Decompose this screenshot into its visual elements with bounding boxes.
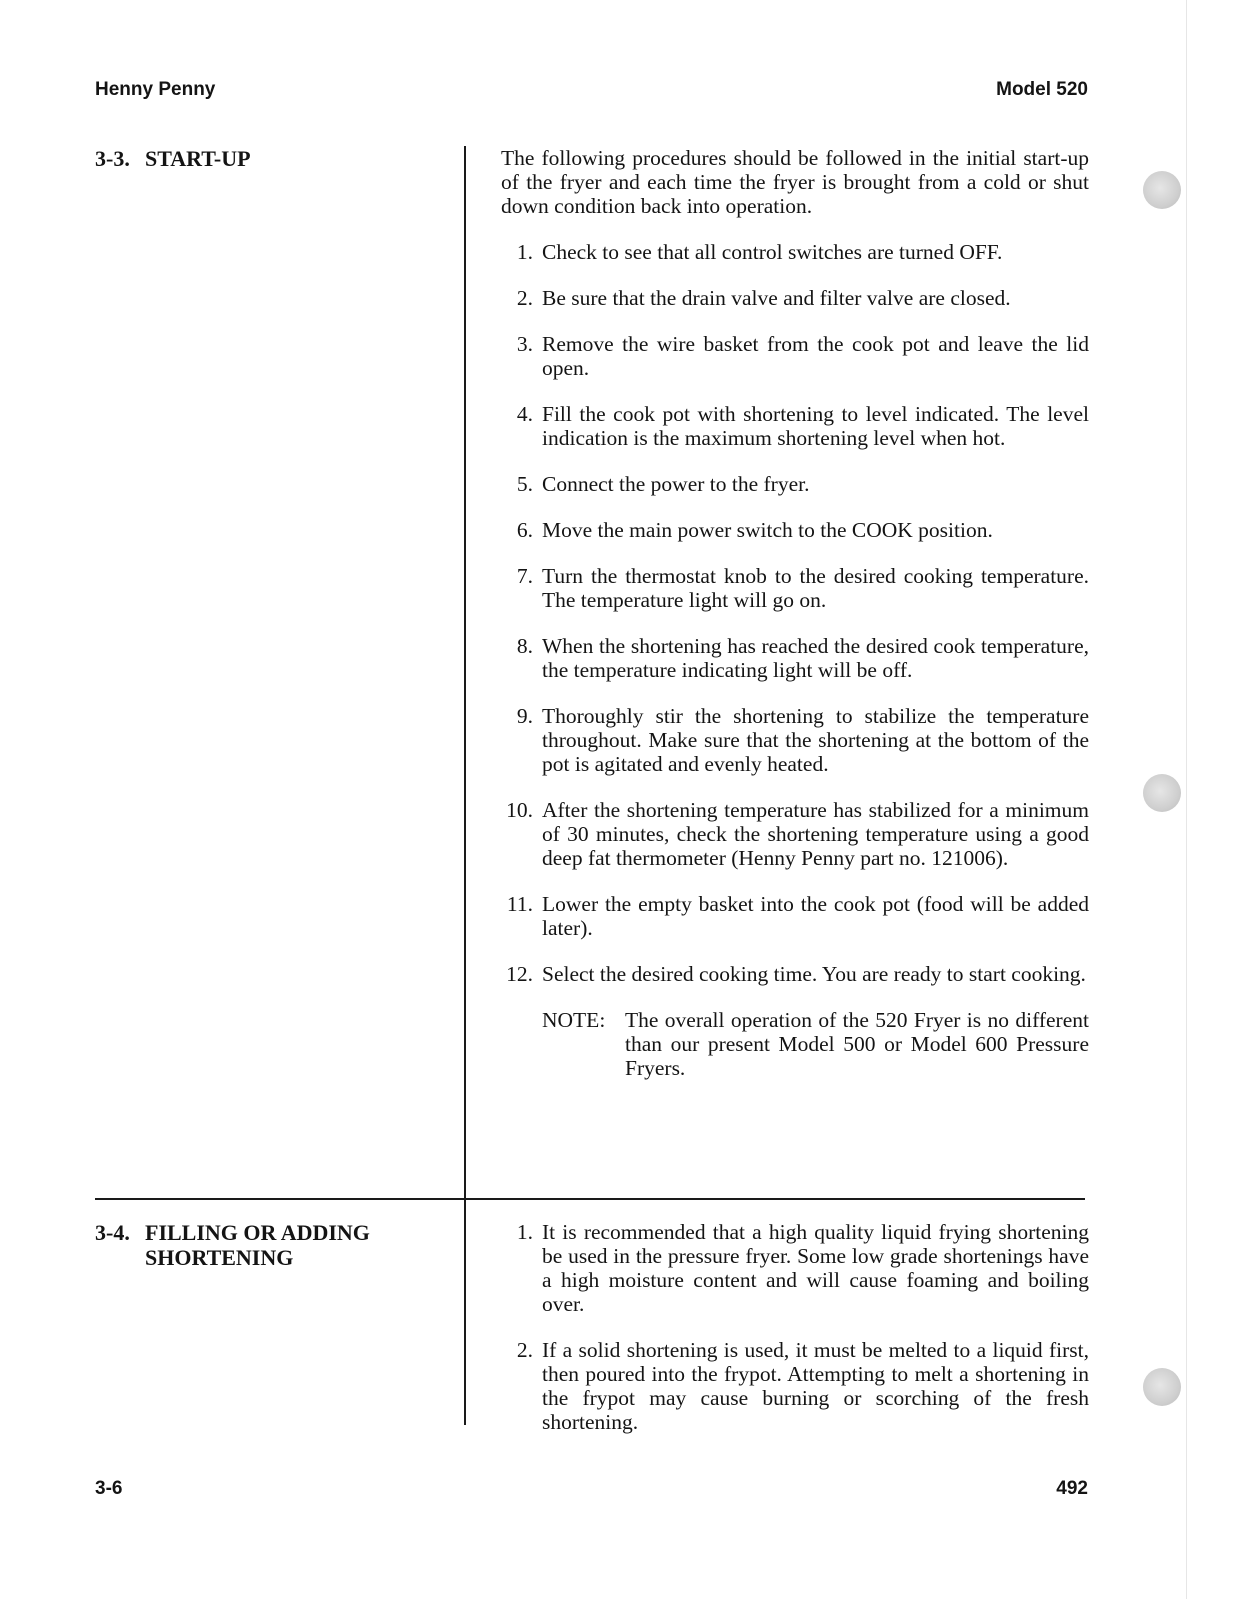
page-edge [1186, 0, 1187, 1599]
list-item [501, 402, 1089, 450]
section-heading: START-UP [145, 146, 251, 171]
startup-steps [501, 240, 1089, 986]
list-item [501, 704, 1089, 776]
step-number: 1. [516, 240, 533, 264]
step-text: When the shortening has reached the desired cook temperature, the temperature indicating light will be off. [542, 634, 1089, 682]
list-item [501, 286, 1089, 310]
step-text: Check to see that all control switches are turned OFF. [542, 240, 1003, 264]
list-item [501, 518, 1089, 542]
step-text: Select the desired cooking time. You are ready to start cooking. [542, 962, 1086, 986]
list-item [501, 1220, 1089, 1316]
list-item [501, 634, 1089, 682]
step-text: After the shortening temperature has stabilized for a minimum of 30 minutes, check the shortening temperature using a good deep fat thermometer (Henny Penny part no. 121006). [542, 798, 1089, 870]
step-number: 6. [516, 518, 533, 542]
section-number: 3-4. [95, 1220, 130, 1245]
section-title-filling [95, 1220, 370, 1270]
step-number: 9. [516, 704, 533, 728]
startup-intro: The following procedures should be followed in the initial start-up of the fryer and each time the fryer is brought from a cold or shut down condition back into operation. [501, 146, 1089, 218]
step-text: Turn the thermostat knob to the desired cooking temperature. The temperature light will go on. [542, 564, 1089, 612]
step-text: Fill the cook pot with shortening to level indicated. The level indication is the maximum shortening level when hot. [542, 402, 1089, 450]
list-item [501, 962, 1089, 986]
step-number: 11. [506, 892, 533, 916]
filling-steps [501, 1220, 1089, 1434]
step-number: 12. [506, 962, 533, 986]
step-text: Move the main power switch to the COOK position. [542, 518, 993, 542]
filling-content [501, 1198, 1089, 1434]
step-text: Remove the wire basket from the cook pot and leave the lid open. [542, 332, 1089, 380]
step-text: It is recommended that a high quality liquid frying shortening be used in the pressure fryer. Some low grade shortenings have a high moisture content and will cause foaming and boiling over. [542, 1220, 1089, 1316]
punch-hole [1143, 774, 1181, 812]
section-heading-continued: SHORTENING [145, 1245, 294, 1270]
step-number: 7. [516, 564, 533, 588]
column-divider [464, 146, 466, 1199]
step-number: 2. [516, 286, 533, 310]
list-item [501, 892, 1089, 940]
startup-content [501, 146, 1089, 1080]
page-number: 3-6 [95, 1478, 123, 1499]
step-text: If a solid shortening is used, it must be melted to a liquid first, then poured into the frypot. Attempting to melt a shortening in the frypot may cause burning or scorching of the fresh shortening. [542, 1338, 1089, 1434]
document-code: 492 [1056, 1478, 1088, 1499]
step-number: 5. [516, 472, 533, 496]
header-model: Model 520 [996, 79, 1088, 100]
list-item [501, 240, 1089, 264]
punch-hole [1143, 1368, 1181, 1406]
step-number: 8. [516, 634, 533, 658]
section-number: 3-3. [95, 146, 130, 171]
list-item [501, 472, 1089, 496]
step-number: 4. [516, 402, 533, 426]
step-number: 2. [516, 1338, 533, 1362]
step-text: Be sure that the drain valve and filter valve are closed. [542, 286, 1011, 310]
punch-hole [1143, 171, 1181, 209]
step-text: Thoroughly stir the shortening to stabilize the temperature throughout. Make sure that the shortening at the bottom of the pot is agitated and evenly heated. [542, 704, 1089, 776]
header-brand: Henny Penny [95, 79, 216, 100]
column-divider [464, 1199, 466, 1425]
list-item [501, 564, 1089, 612]
note [501, 1008, 1089, 1080]
step-number: 3. [516, 332, 533, 356]
note-label: NOTE: [542, 1008, 606, 1032]
list-item [501, 332, 1089, 380]
step-number: 1. [516, 1220, 533, 1244]
step-text: Connect the power to the fryer. [542, 472, 810, 496]
step-number: 10. [506, 798, 533, 822]
list-item [501, 1338, 1089, 1434]
note-text: The overall operation of the 520 Fryer is no different than our present Model 500 or Model 600 Pressure Fryers. [625, 1008, 1089, 1080]
section-heading: FILLING OR ADDING [145, 1220, 370, 1245]
list-item [501, 798, 1089, 870]
section-title-startup [95, 146, 251, 171]
step-text: Lower the empty basket into the cook pot (food will be added later). [542, 892, 1089, 940]
